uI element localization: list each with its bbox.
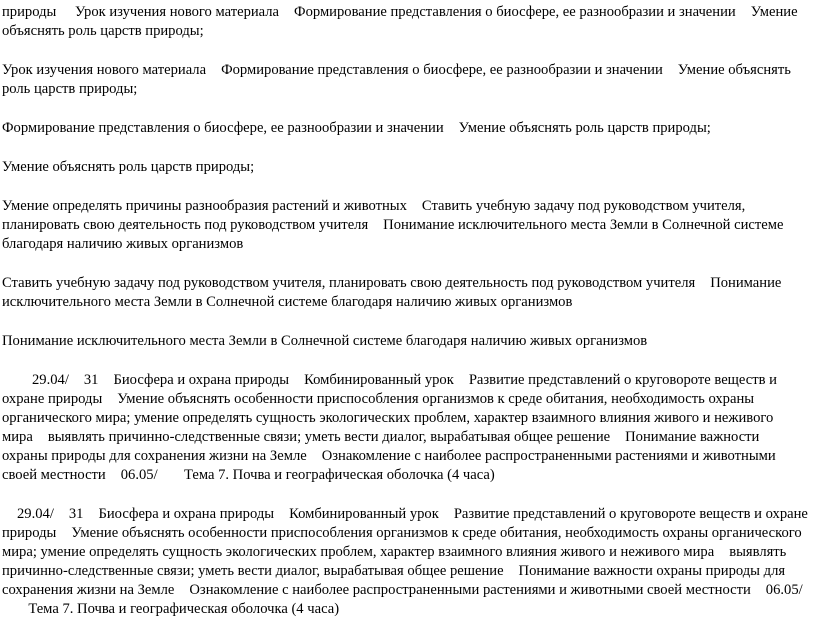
paragraph-8: 29.04/ 31 Биосфера и охрана природы Комбинированный урок Развитие представлений о круговороте веществ и охране природы Умение объяснять особенности приспособления организмов к среде обитания, необходимость охраны органического мира; умение определять сущность экологических проблем, характер взаимного влияния живого и неживого мира выявлять причинно-следственные связи; уметь вести диалог, вырабатывая общее решение Понимание важности охраны природы для сохранения жизни на Земле Ознакомление с наиболее распространенными растениями и животными своей местности 06.05/ Тема 7. Почва и географическая оболочка (4 часа) [2, 372, 807, 483]
paragraph-5: Умение определять причины разнообразия растений и животных Ставить учебную задачу под руководством учителя, планировать свою деятельность под руководством учителя Понимание исключительного места Земли в Солнечной системе благодаря наличию живых организмов [2, 198, 773, 252]
paragraph-4: Умение объяснять роль царств природы; [2, 159, 255, 175]
paragraph-3: Формирование представления о биосфере, ее разнообразии и значении Умение объяснять роль царств природы; [2, 120, 700, 136]
paragraph-2: Урок изучения нового материала Формирование представления о биосфере, ее разнообразии и значении Умение объяснять роль царств природы; [2, 62, 801, 97]
paragraph-1: природы Урок изучения нового материала Формирование представления о биосфере, ее разнообразии и значении Умение объяснять роль царств природы; [2, 4, 760, 39]
paragraph-6: Ставить учебную задачу под руководством учителя, планировать свою деятельность под руководством учителя Понимание исключительного места Земли в Солнечной системе благодаря наличию живых организмов [2, 275, 771, 310]
paragraph-7: Понимание исключительного места Земли в Солнечной системе благодаря наличию живых организмов [2, 333, 648, 349]
paragraph-9: 29.04/ 31 Биосфера и охрана природы Комбинированный урок Развитие представлений о круговороте веществ и охране природы Умение объяснять особенности приспособления организмов к среде обитания, необходимость охраны органического мира; умение определять сущность экологических проблем, характер взаимного влияния живого и неживого мира выявлять причинно-следственные связи; уметь вести диалог, вырабатывая общее решение Понимание важности охраны природы для сохранения жизни на Земле Ознакомление с наиболее распространенными растениями и животными своей местности 06.05/ Тема 7. Почва и географическая оболочка (4 часа) [2, 506, 807, 617]
